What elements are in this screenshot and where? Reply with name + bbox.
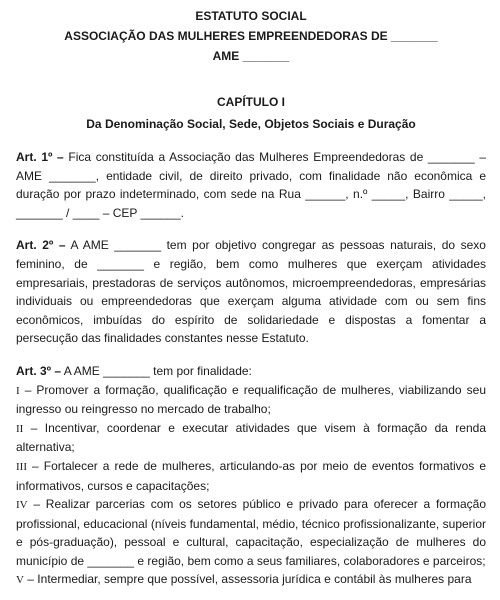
article-2 [16,236,486,348]
association-name: ASSOCIAÇÃO DAS MULHERES EMPREENDEDORAS DE _______ [64,29,438,43]
list-item-text: – Intermediar, sempre que possível, assessoria jurídica e contábil às mulheres para [27,572,472,587]
list-item-text: – Incentivar, coordenar e executar atividades que visem à formação da renda alternativa; [16,420,486,455]
article-3-label: Art. 3º – [16,363,62,378]
article-1-text: Fica constituída a Associação das Mulheres Empreendedoras de _______ – AME _______, entidade civil, de direito privado, com finalidade não econômica e duração por prazo indeterminado, com sede na Rua ______, n.º _____, Bairro _____, _______ / ____ – CEP ______. [16,150,486,220]
list-item-text: – Fortalecer a rede de mulheres, articulando-as por meio de eventos formativos e informativos, cursos e capacitações; [16,458,486,493]
list-item-number: III [16,460,27,473]
article-3-text: A AME _______ tem por finalidade: [61,363,252,378]
article-1 [16,148,486,222]
list-item [16,570,486,590]
chapter-title: CAPÍTULO I [217,95,285,109]
list-item [16,457,486,495]
list-item-number: V [16,574,24,587]
chapter-subtitle: Da Denominação Social, Sede, Objetos Sociais e Duração [86,117,416,131]
list-item-number: I [16,384,20,397]
list-item [16,495,486,570]
article-1-label: Art. 1º – [16,150,64,164]
list-item-text: – Realizar parcerias com os setores público e privado para oferecer a formação profissional, educacional (níveis fundamental, médio, técnico profissionalizante, superior e pós-graduação), pessoal e cultural, capacitação, especialização de mulheres do município de _______ e região, bem como a seus familiares, colaboradores e parceiros; [16,497,486,568]
list-item-text: – Promover a formação, qualificação e requalificação de mulheres, viabilizando seu ingresso ou reingresso no mercado de trabalho; [16,382,486,417]
article-3 [16,362,486,381]
association-acronym: AME _______ [212,49,290,63]
document-header [16,6,486,66]
list-item [16,381,486,419]
list-item [16,419,486,457]
list-item-number: II [16,422,24,435]
document-title: ESTATUTO SOCIAL [195,9,307,23]
list-item-number: IV [16,499,28,512]
article-2-text: A AME _______ tem por objetivo congregar as pessoas naturais, do sexo feminino, de _______ e região, bem como mulheres que exerçam atividades empresariais, prestadoras de serviços autônomos, microempreendedoras, empresárias individuais ou empreendedoras que exerçam alguma atividade com ou sem fins econômicos, imbuídas do espírito de solidariedade e dispostas a fomentar a persecução das finalidades constantes nesse Estatuto. [16,238,486,346]
article-2-label: Art. 2º – [16,238,66,253]
